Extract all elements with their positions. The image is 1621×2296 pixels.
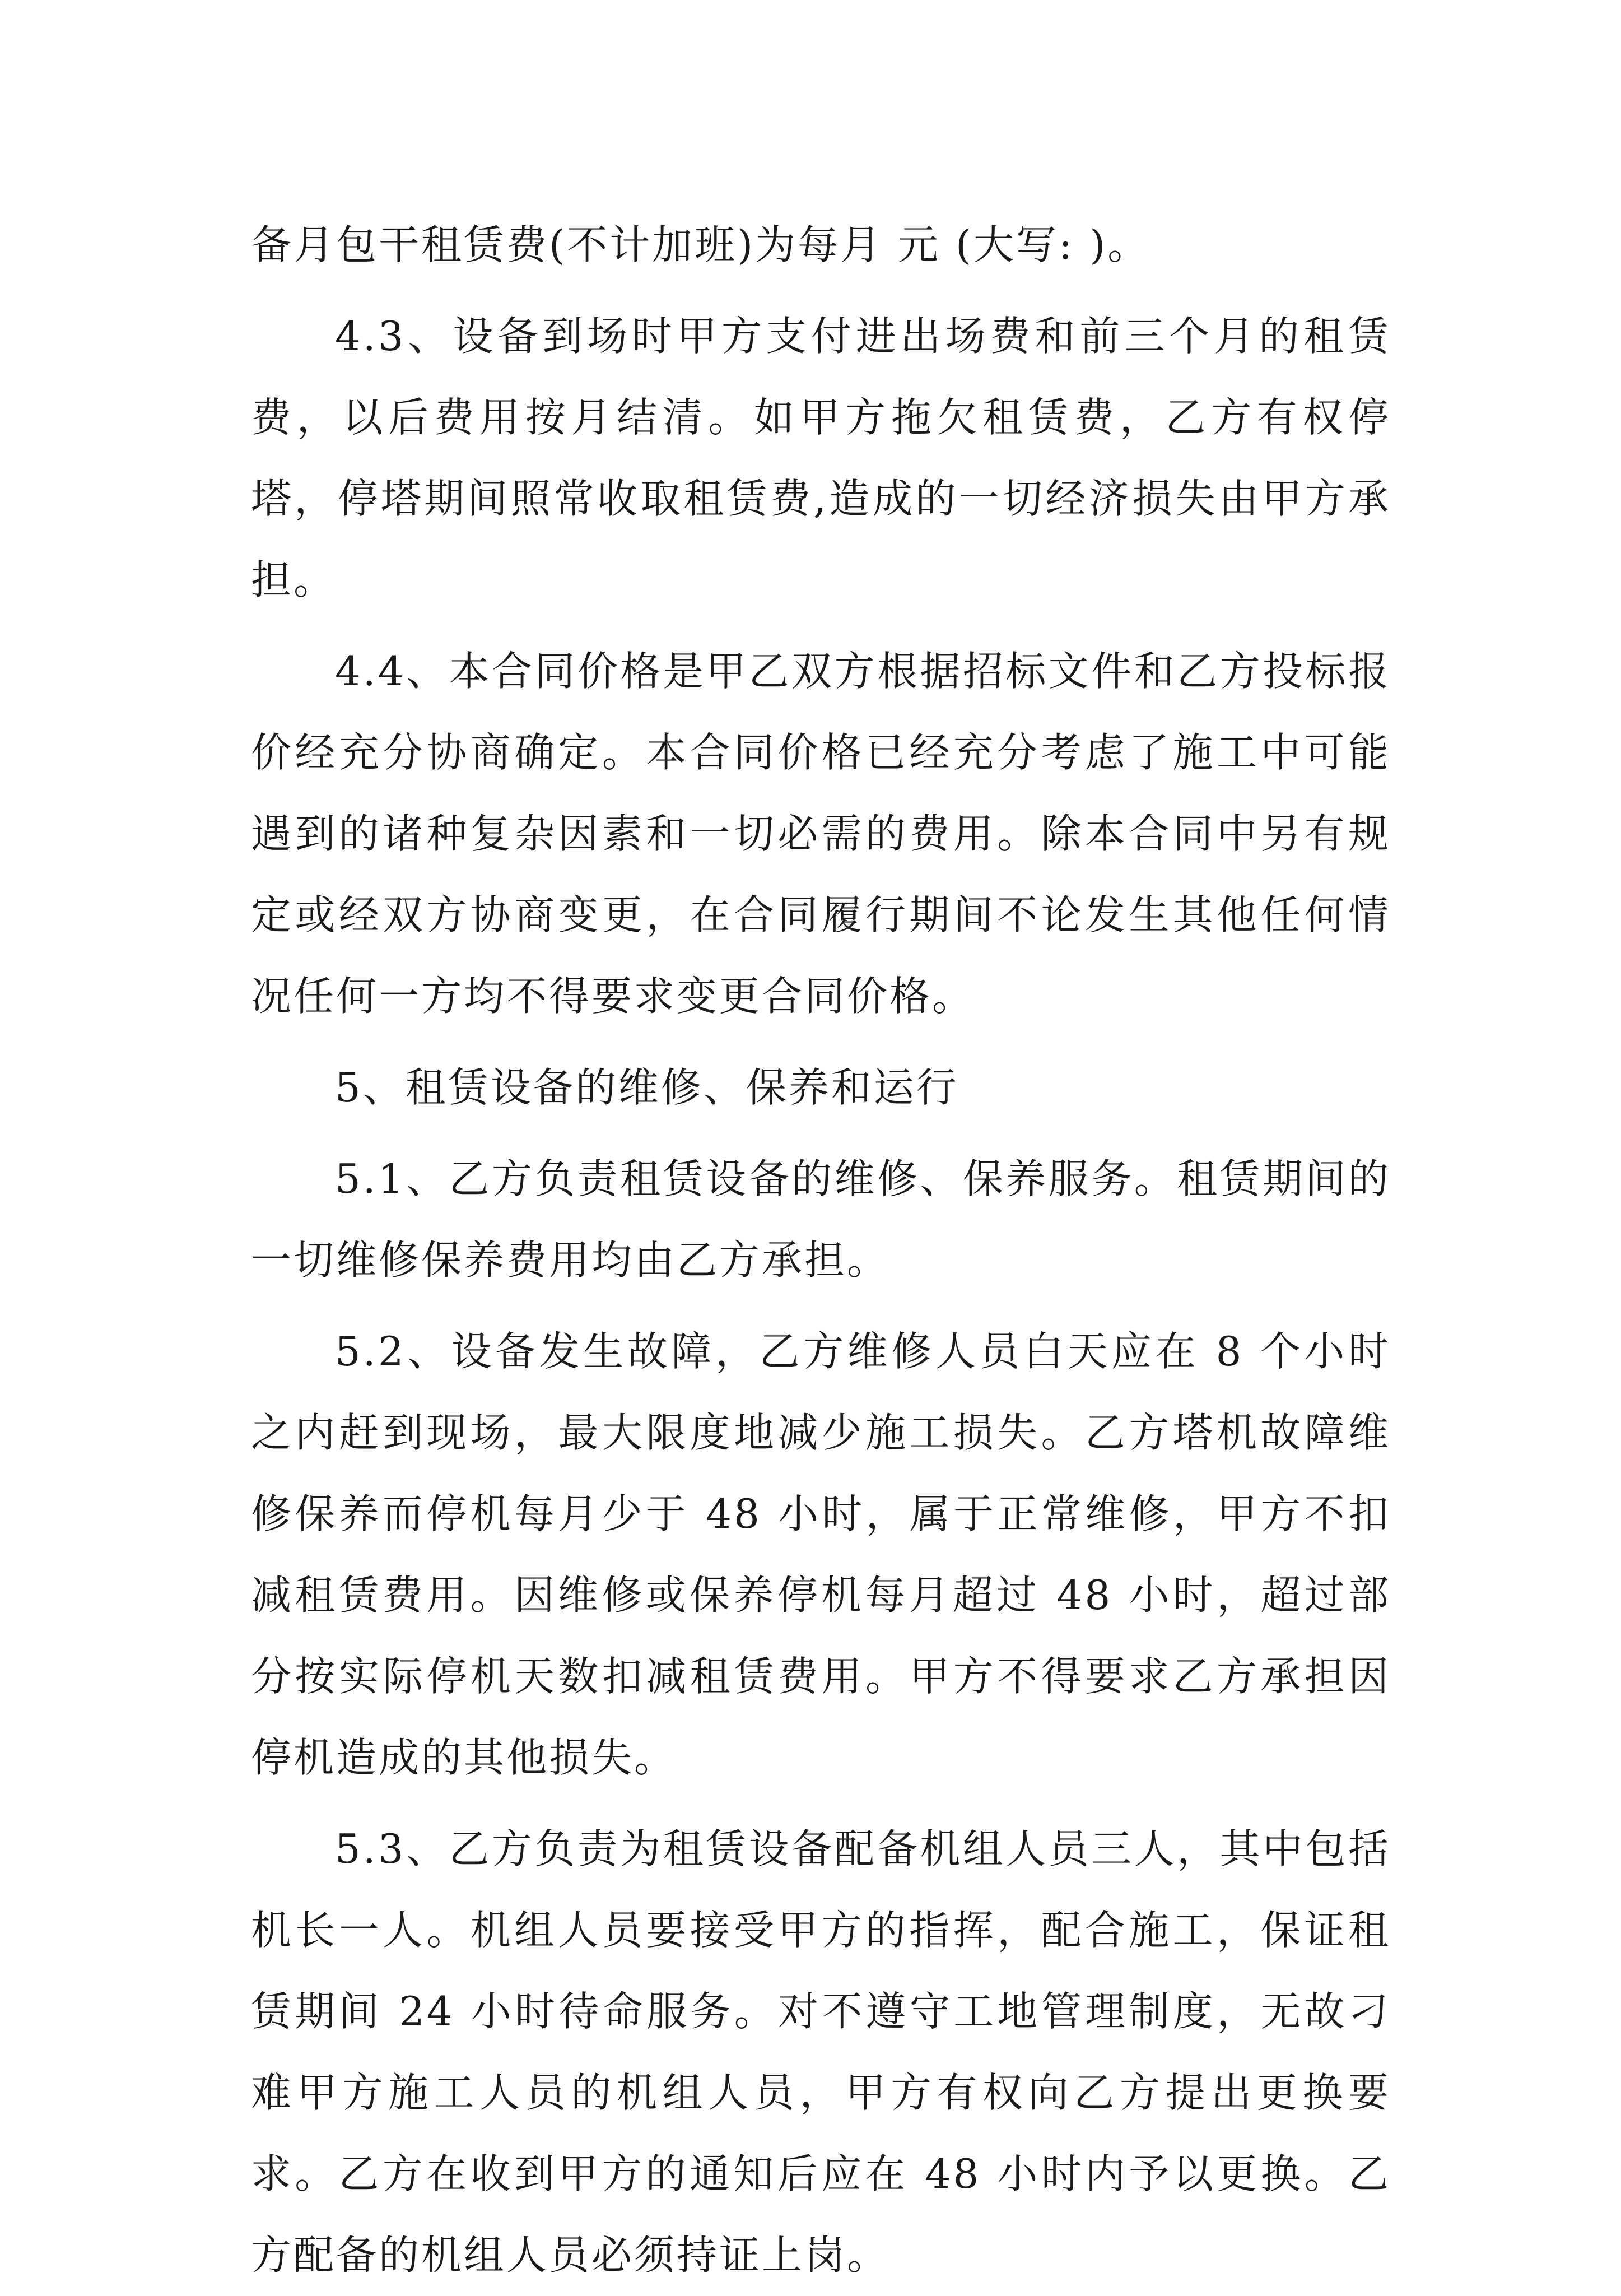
paragraph-5-2: 5.2、设备发生故障，乙方维修人员白天应在 8 个小时之内赶到现场，最大限度地减少施工损失。乙方塔机故障维修保养而停机每月少于 48 小时，属于正常维修，甲方不扣减租赁费用。因维修或保养停机每月超过 48 小时，超过部分按实际停机天数扣减租赁费用。甲方不得要求乙方承担因停机造成的其他损失。 <box>251 1328 1391 1781</box>
section-heading-5: 5、租赁设备的维修、保养和运行 <box>335 1064 959 1111</box>
paragraph-5-3: 5.3、乙方负责为租赁设备配备机组人员三人，其中包括机长一人。机组人员要接受甲方的指挥，配合施工，保证租赁期间 24 小时待命服务。对不遵守工地管理制度，无故刁难甲方施工人员的机组人员，甲方有权向乙方提出更换要求。乙方在收到甲方的通知后应在 48 小时内予以更换。乙方配备的机组人员必须持证上岗。 <box>251 1825 1391 2279</box>
paragraph-5-1: 5.1、乙方负责租赁设备的维修、保养服务。租赁期间的一切维修保养费用均由乙方承担。 <box>251 1155 1391 1284</box>
paragraph-4-3: 4.3、设备到场时甲方支付进出场费和前三个月的租赁费，以后费用按月结清。如甲方拖欠租赁费，乙方有权停塔，停塔期间照常收取租赁费,造成的一切经济损失由甲方承担。 <box>251 313 1391 603</box>
paragraph-rental-fee-continuation: 备月包干租赁费(不计加班)为每月 元 (大写: )。 <box>251 221 1150 268</box>
document-body <box>251 204 1391 2296</box>
paragraph-4-4: 4.4、本合同价格是甲乙双方根据招标文件和乙方投标报价经充分协商确定。本合同价格已经充分考虑了施工中可能遇到的诸种复杂因素和一切必需的费用。除本合同中另有规定或经双方协商变更，在合同履行期间不论发生其他任何情况任何一方均不得要求变更合同价格。 <box>251 648 1391 1020</box>
